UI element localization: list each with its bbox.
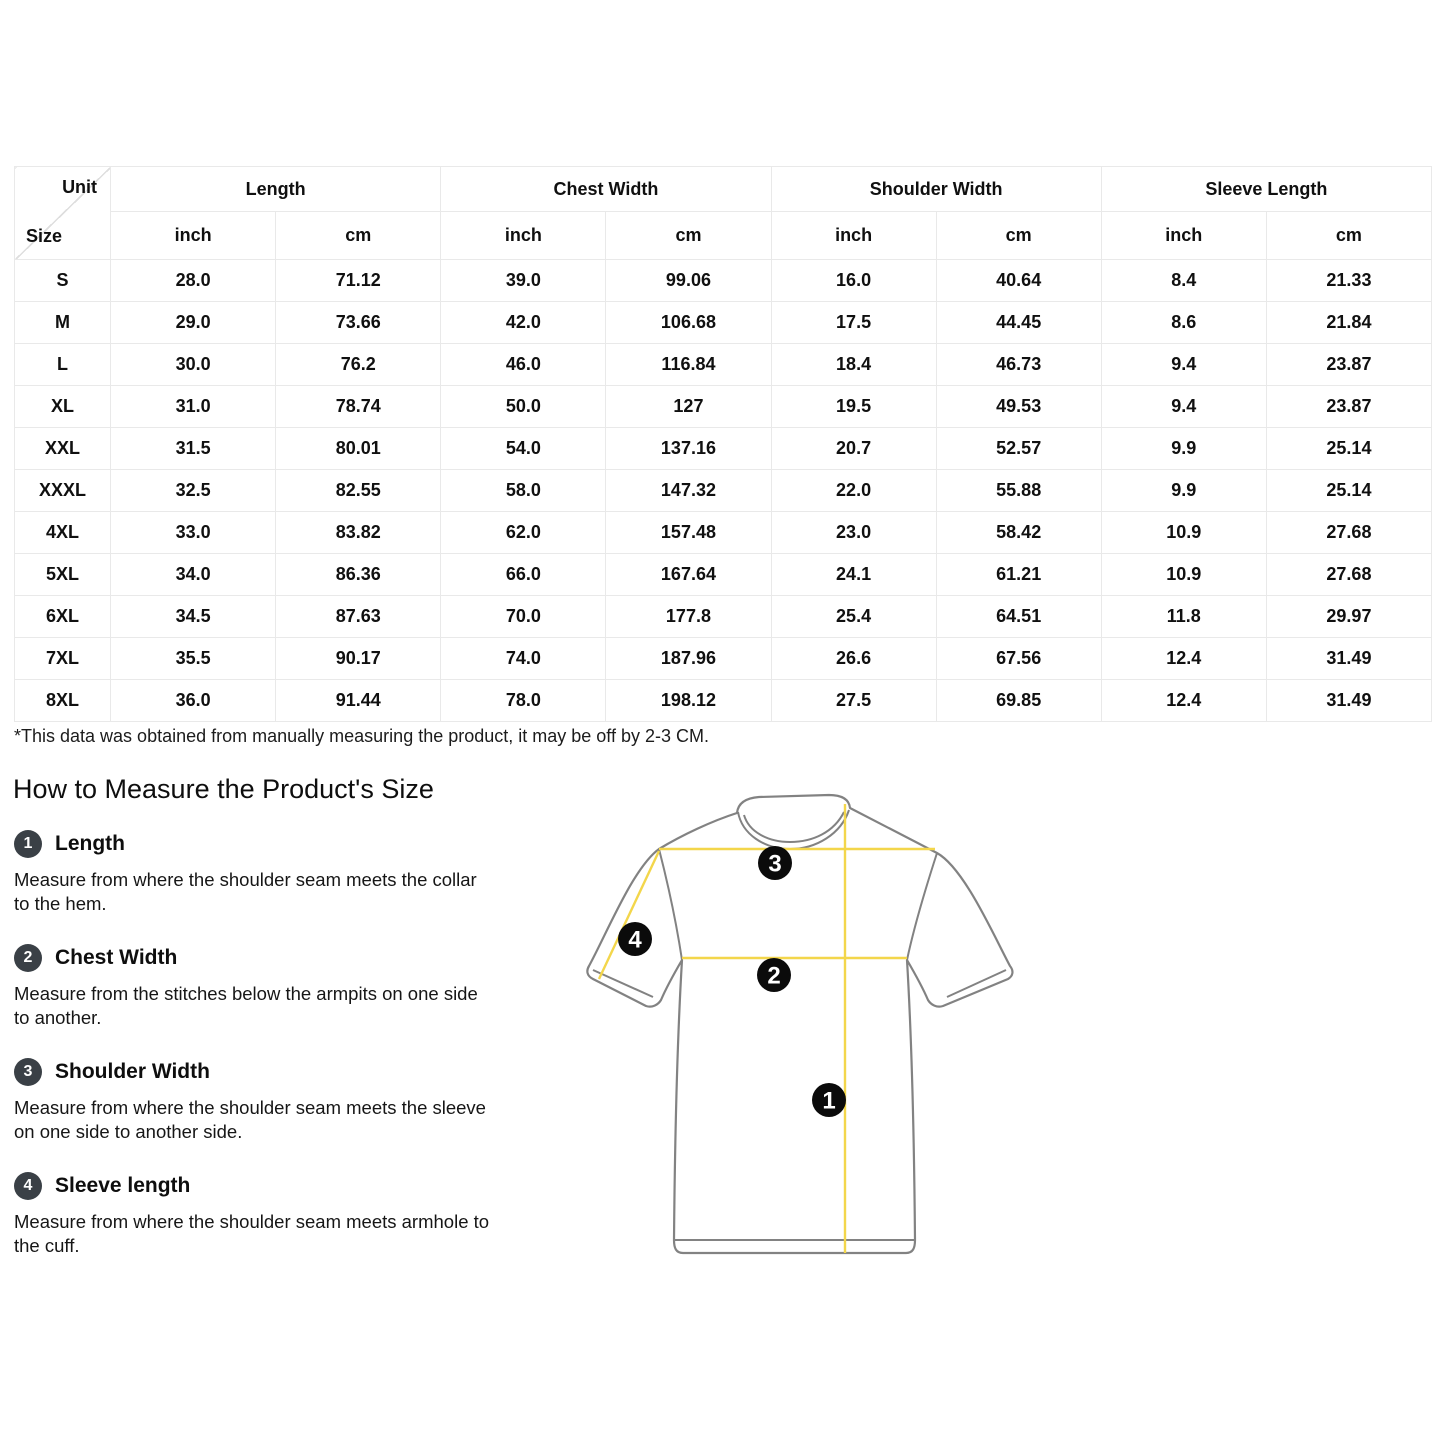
- size-value-cell: 18.4: [771, 344, 936, 386]
- size-value-cell: 52.57: [936, 428, 1101, 470]
- size-value-cell: 33.0: [111, 512, 276, 554]
- size-value-cell: 19.5: [771, 386, 936, 428]
- table-row: [15, 386, 1432, 428]
- unit-header: cm: [276, 212, 441, 260]
- size-label: 6XL: [15, 596, 111, 638]
- size-value-cell: 90.17: [276, 638, 441, 680]
- size-value-cell: 34.5: [111, 596, 276, 638]
- unit-header: inch: [1101, 212, 1266, 260]
- size-value-cell: 23.0: [771, 512, 936, 554]
- size-value-cell: 86.36: [276, 554, 441, 596]
- svg-text:4: 4: [628, 926, 642, 954]
- size-value-cell: 8.6: [1101, 302, 1266, 344]
- table-row: [15, 680, 1432, 722]
- diagram-marker-4: [618, 922, 652, 956]
- size-value-cell: 23.87: [1266, 344, 1431, 386]
- group-header-shoulder-width: Shoulder Width: [771, 167, 1101, 212]
- diagram-marker-3: [758, 846, 792, 880]
- size-value-cell: 78.74: [276, 386, 441, 428]
- size-value-cell: 55.88: [936, 470, 1101, 512]
- size-value-cell: 26.6: [771, 638, 936, 680]
- size-value-cell: 11.8: [1101, 596, 1266, 638]
- size-value-cell: 61.21: [936, 554, 1101, 596]
- size-chart-table: [14, 166, 1432, 722]
- size-value-cell: 67.56: [936, 638, 1101, 680]
- svg-text:2: 2: [767, 962, 781, 990]
- diagram-marker-1: [812, 1083, 846, 1117]
- size-value-cell: 29.0: [111, 302, 276, 344]
- size-value-cell: 35.5: [111, 638, 276, 680]
- size-value-cell: 80.01: [276, 428, 441, 470]
- size-value-cell: 44.45: [936, 302, 1101, 344]
- unit-header: cm: [936, 212, 1101, 260]
- size-label: 4XL: [15, 512, 111, 554]
- guide-item-length: [14, 830, 490, 916]
- size-value-cell: 12.4: [1101, 680, 1266, 722]
- step-1-badge: 1: [14, 830, 42, 858]
- guide-item-description: Measure from the stitches below the armpits on one side to another.: [14, 983, 478, 1028]
- unit-header: cm: [1266, 212, 1431, 260]
- guide-item-title: Shoulder Width: [55, 1060, 210, 1083]
- size-value-cell: 137.16: [606, 428, 771, 470]
- size-value-cell: 16.0: [771, 260, 936, 302]
- unit-header: inch: [441, 212, 606, 260]
- size-label: S: [15, 260, 111, 302]
- how-to-measure-heading: How to Measure the Product's Size: [13, 774, 434, 804]
- table-row: [15, 470, 1432, 512]
- size-value-cell: 9.4: [1101, 386, 1266, 428]
- size-value-cell: 70.0: [441, 596, 606, 638]
- size-value-cell: 167.64: [606, 554, 771, 596]
- size-value-cell: 22.0: [771, 470, 936, 512]
- size-table-body: [15, 260, 1432, 722]
- guide-item-title: Length: [55, 832, 125, 855]
- guide-item-head: [14, 830, 490, 858]
- corner-unit-size-cell: [15, 167, 111, 260]
- size-value-cell: 27.68: [1266, 512, 1431, 554]
- guide-item-description: Measure from where the shoulder seam meets armhole to the cuff.: [14, 1211, 490, 1256]
- size-label: 7XL: [15, 638, 111, 680]
- table-row: [15, 638, 1432, 680]
- table-row: [15, 302, 1432, 344]
- size-value-cell: 34.0: [111, 554, 276, 596]
- size-value-cell: 83.82: [276, 512, 441, 554]
- step-4-badge: 4: [14, 1172, 42, 1200]
- guide-item-description: Measure from where the shoulder seam meets the collar to the hem.: [14, 869, 477, 914]
- size-value-cell: 42.0: [441, 302, 606, 344]
- size-label: XXL: [15, 428, 111, 470]
- size-value-cell: 66.0: [441, 554, 606, 596]
- size-value-cell: 87.63: [276, 596, 441, 638]
- size-value-cell: 99.06: [606, 260, 771, 302]
- size-value-cell: 29.97: [1266, 596, 1431, 638]
- tshirt-measure-diagram: [562, 782, 1040, 1302]
- guide-item-title: Chest Width: [55, 946, 178, 969]
- size-value-cell: 25.14: [1266, 428, 1431, 470]
- size-value-cell: 198.12: [606, 680, 771, 722]
- unit-header-row: [15, 212, 1432, 260]
- corner-unit-label: Unit: [62, 177, 98, 197]
- size-value-cell: 8.4: [1101, 260, 1266, 302]
- size-value-cell: 116.84: [606, 344, 771, 386]
- size-value-cell: 64.51: [936, 596, 1101, 638]
- group-header-sleeve-length: Sleeve Length: [1101, 167, 1431, 212]
- guide-item-sleeve-length: [14, 1172, 490, 1258]
- size-value-cell: 82.55: [276, 470, 441, 512]
- size-value-cell: 91.44: [276, 680, 441, 722]
- group-header-chest-width: Chest Width: [441, 167, 771, 212]
- size-value-cell: 127: [606, 386, 771, 428]
- size-value-cell: 74.0: [441, 638, 606, 680]
- size-value-cell: 177.8: [606, 596, 771, 638]
- size-value-cell: 9.9: [1101, 470, 1266, 512]
- size-value-cell: 58.42: [936, 512, 1101, 554]
- size-value-cell: 31.49: [1266, 680, 1431, 722]
- size-value-cell: 25.14: [1266, 470, 1431, 512]
- size-label: XXXL: [15, 470, 111, 512]
- size-value-cell: 62.0: [441, 512, 606, 554]
- unit-header: inch: [771, 212, 936, 260]
- size-value-cell: 69.85: [936, 680, 1101, 722]
- tshirt-outline: [587, 795, 1012, 1253]
- size-value-cell: 106.68: [606, 302, 771, 344]
- size-value-cell: 50.0: [441, 386, 606, 428]
- guide-item-shoulder-width: [14, 1058, 490, 1144]
- table-row: [15, 344, 1432, 386]
- size-value-cell: 58.0: [441, 470, 606, 512]
- size-label: M: [15, 302, 111, 344]
- measurement-disclaimer: *This data was obtained from manually measuring the product, it may be off by 2-3 CM.: [14, 726, 710, 746]
- size-value-cell: 12.4: [1101, 638, 1266, 680]
- size-label: 5XL: [15, 554, 111, 596]
- guide-item-head: [14, 1172, 490, 1200]
- table-row: [15, 512, 1432, 554]
- step-3-badge: 3: [14, 1058, 42, 1086]
- size-value-cell: 20.7: [771, 428, 936, 470]
- unit-header: inch: [111, 212, 276, 260]
- size-value-cell: 71.12: [276, 260, 441, 302]
- size-value-cell: 157.48: [606, 512, 771, 554]
- group-header-row: [15, 167, 1432, 212]
- size-value-cell: 49.53: [936, 386, 1101, 428]
- table-row: [15, 260, 1432, 302]
- step-2-badge: 2: [14, 944, 42, 972]
- size-value-cell: 40.64: [936, 260, 1101, 302]
- guide-item-chest-width: [14, 944, 490, 1030]
- size-table-header: [15, 167, 1432, 260]
- size-value-cell: 10.9: [1101, 512, 1266, 554]
- size-value-cell: 21.33: [1266, 260, 1431, 302]
- guide-item-head: [14, 1058, 490, 1086]
- size-value-cell: 25.4: [771, 596, 936, 638]
- size-value-cell: 9.9: [1101, 428, 1266, 470]
- size-value-cell: 17.5: [771, 302, 936, 344]
- size-value-cell: 46.0: [441, 344, 606, 386]
- size-value-cell: 24.1: [771, 554, 936, 596]
- size-value-cell: 27.5: [771, 680, 936, 722]
- size-value-cell: 27.68: [1266, 554, 1431, 596]
- size-value-cell: 73.66: [276, 302, 441, 344]
- size-value-cell: 30.0: [111, 344, 276, 386]
- size-value-cell: 76.2: [276, 344, 441, 386]
- measuring-guide-list: [14, 830, 490, 1286]
- size-label: 8XL: [15, 680, 111, 722]
- table-row: [15, 596, 1432, 638]
- size-value-cell: 31.49: [1266, 638, 1431, 680]
- corner-size-label: Size: [26, 226, 63, 246]
- size-value-cell: 31.0: [111, 386, 276, 428]
- size-value-cell: 78.0: [441, 680, 606, 722]
- diagram-marker-2: [757, 958, 791, 992]
- size-value-cell: 28.0: [111, 260, 276, 302]
- size-value-cell: 21.84: [1266, 302, 1431, 344]
- table-row: [15, 554, 1432, 596]
- size-label: L: [15, 344, 111, 386]
- guide-item-description: Measure from where the shoulder seam meets the sleeve on one side to another side.: [14, 1097, 486, 1142]
- size-value-cell: 32.5: [111, 470, 276, 512]
- size-value-cell: 54.0: [441, 428, 606, 470]
- size-label: XL: [15, 386, 111, 428]
- size-value-cell: 10.9: [1101, 554, 1266, 596]
- unit-header: cm: [606, 212, 771, 260]
- size-value-cell: 23.87: [1266, 386, 1431, 428]
- group-header-length: Length: [111, 167, 441, 212]
- size-value-cell: 147.32: [606, 470, 771, 512]
- size-value-cell: 46.73: [936, 344, 1101, 386]
- guide-item-title: Sleeve length: [55, 1174, 191, 1197]
- svg-text:1: 1: [822, 1087, 836, 1115]
- size-value-cell: 31.5: [111, 428, 276, 470]
- size-value-cell: 36.0: [111, 680, 276, 722]
- size-value-cell: 9.4: [1101, 344, 1266, 386]
- svg-text:3: 3: [768, 850, 782, 878]
- table-row: [15, 428, 1432, 470]
- size-value-cell: 187.96: [606, 638, 771, 680]
- guide-item-head: [14, 944, 490, 972]
- size-value-cell: 39.0: [441, 260, 606, 302]
